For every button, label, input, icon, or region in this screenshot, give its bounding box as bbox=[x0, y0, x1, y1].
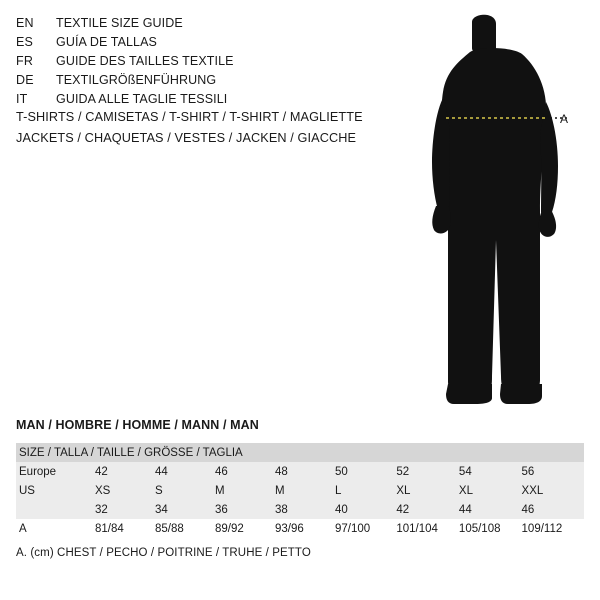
table-cell: 48 bbox=[275, 462, 335, 481]
table-row bbox=[16, 462, 584, 481]
table-cell: 44 bbox=[155, 462, 215, 481]
table-cell: 101/104 bbox=[396, 519, 459, 538]
table-cell: 38 bbox=[275, 500, 335, 519]
size-table bbox=[16, 443, 584, 538]
table-cell: 42 bbox=[95, 462, 155, 481]
table-cell: 40 bbox=[335, 500, 396, 519]
table-cell: 50 bbox=[335, 462, 396, 481]
language-code: EN bbox=[16, 16, 34, 30]
language-row bbox=[16, 92, 386, 111]
table-cell: 97/100 bbox=[335, 519, 396, 538]
figure-silhouette-svg bbox=[400, 10, 600, 410]
table-cell: M bbox=[275, 481, 335, 500]
table-cell: L bbox=[335, 481, 396, 500]
table-header-row bbox=[16, 443, 584, 462]
table-cell: M bbox=[215, 481, 275, 500]
category-jackets: JACKETS / CHAQUETAS / VESTES / JACKEN / GIACCHE bbox=[16, 131, 357, 145]
row-label-empty bbox=[16, 500, 95, 519]
language-code: IT bbox=[16, 92, 28, 106]
table-cell: XL bbox=[396, 481, 459, 500]
table-cell: 81/84 bbox=[95, 519, 155, 538]
language-text: GUÍA DE TALLAS bbox=[56, 35, 157, 49]
table-cell: XL bbox=[459, 481, 522, 500]
table-cell: 42 bbox=[396, 500, 459, 519]
table-title: MAN / HOMBRE / HOMME / MANN / MAN bbox=[16, 418, 259, 432]
footnote: A. (cm) CHEST / PECHO / POITRINE / TRUHE / PETTO bbox=[16, 547, 311, 559]
table-cell: 85/88 bbox=[155, 519, 215, 538]
language-row bbox=[16, 16, 386, 35]
table-cell: 52 bbox=[396, 462, 459, 481]
language-text: GUIDA ALLE TAGLIE TESSILI bbox=[56, 92, 228, 106]
category-list bbox=[16, 110, 363, 152]
table-cell: 89/92 bbox=[215, 519, 275, 538]
table-cell: 109/112 bbox=[522, 519, 584, 538]
table-cell: 34 bbox=[155, 500, 215, 519]
table-cell: 93/96 bbox=[275, 519, 335, 538]
language-text: TEXTILE SIZE GUIDE bbox=[56, 16, 183, 30]
language-row bbox=[16, 35, 386, 54]
table-cell: 46 bbox=[522, 500, 584, 519]
row-label-us: US bbox=[16, 481, 95, 500]
language-code: FR bbox=[16, 54, 34, 68]
table-cell: 56 bbox=[522, 462, 584, 481]
language-text: TEXTILGRÖßENFÜHRUNG bbox=[56, 73, 217, 87]
table-cell: 46 bbox=[215, 462, 275, 481]
table-cell: 44 bbox=[459, 500, 522, 519]
measure-label-a: A bbox=[560, 112, 569, 126]
language-code: ES bbox=[16, 35, 34, 49]
table-cell: XXL bbox=[522, 481, 584, 500]
table-cell: 36 bbox=[215, 500, 275, 519]
table-cell: XS bbox=[95, 481, 155, 500]
table-cell: 105/108 bbox=[459, 519, 522, 538]
table-cell: S bbox=[155, 481, 215, 500]
language-code: DE bbox=[16, 73, 34, 87]
table-row bbox=[16, 481, 584, 500]
table-row bbox=[16, 519, 584, 538]
male-figure-illustration bbox=[400, 10, 600, 410]
table-cell: 32 bbox=[95, 500, 155, 519]
language-row bbox=[16, 73, 386, 92]
language-text: GUIDE DES TAILLES TEXTILE bbox=[56, 54, 234, 68]
category-tshirts: T-SHIRTS / CAMISETAS / T-SHIRT / T-SHIRT / MAGLIETTE bbox=[16, 110, 363, 124]
table-header-label: SIZE / TALLA / TAILLE / GRÖSSE / TAGLIA bbox=[16, 443, 584, 462]
row-label-europe: Europe bbox=[16, 462, 95, 481]
language-list bbox=[16, 16, 386, 111]
table-row bbox=[16, 500, 584, 519]
row-label-a: A bbox=[16, 519, 95, 538]
table-cell: 54 bbox=[459, 462, 522, 481]
language-row bbox=[16, 54, 386, 73]
